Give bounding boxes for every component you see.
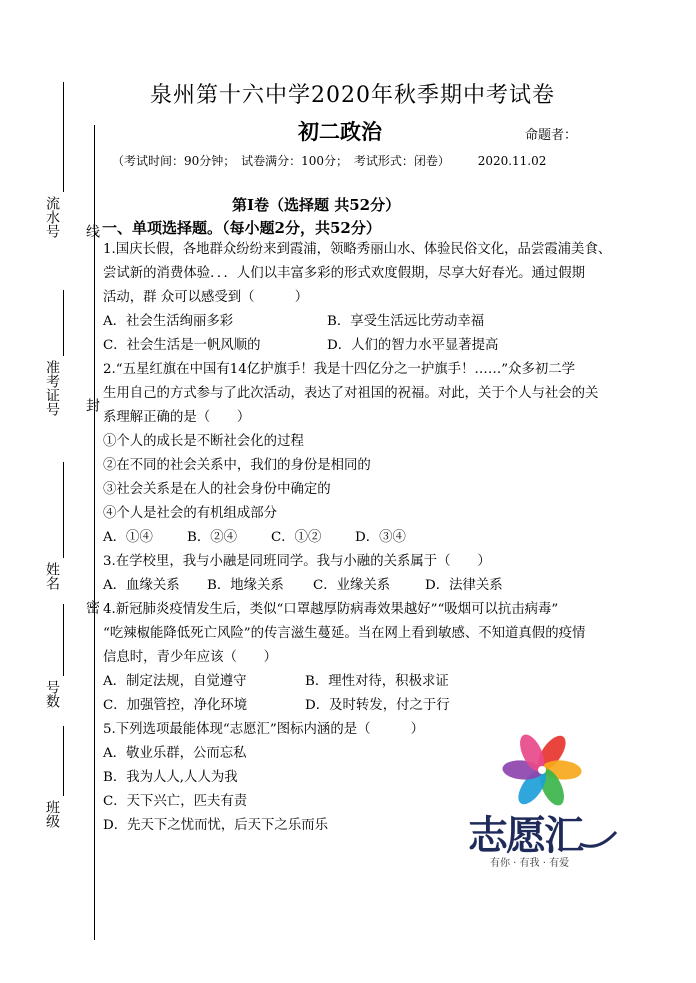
q3-option-a[interactable]: A．血缘关系 bbox=[103, 578, 180, 593]
q1-stem-line: 1.国庆长假，各地群众纷纷来到霞浦，领略秀丽山水、体验民俗文化，品尝霞浦美食、 bbox=[103, 242, 612, 257]
exam-time: （考试时间：90分钟； bbox=[112, 154, 236, 168]
logo-swoosh-icon bbox=[578, 830, 618, 850]
name-blank bbox=[63, 462, 64, 558]
full-score: 试卷满分：100分； bbox=[241, 154, 349, 168]
section-title: 第Ⅰ卷（选择题 共52分） bbox=[232, 196, 401, 214]
q2-stem-line: 生用自己的方式参与了此次活动，表达了对祖国的祝福。对此，关于个人与社会的关 bbox=[103, 386, 599, 401]
q4-option-a[interactable]: A．制定法规，自觉遵守 bbox=[103, 674, 247, 689]
q1-option-d[interactable]: D．人们的智力水平显著提高 bbox=[327, 338, 499, 353]
q2-option-c[interactable]: C．①② bbox=[271, 530, 322, 545]
part-title: 一、单项选择题。（每小题2分，共52分） bbox=[102, 219, 381, 237]
ticket-number-blank bbox=[63, 290, 64, 356]
q2-statement: ④个人是社会的有机组成部分 bbox=[103, 506, 278, 521]
q2-options-row bbox=[103, 526, 648, 550]
logo-text: 志愿汇 bbox=[468, 813, 582, 859]
q4-stem-line: 4.新冠肺炎疫情发生后，类似“口罩越厚防病毒效果越好”“吸烟可以抗击病毒” bbox=[103, 602, 559, 617]
q3-option-d[interactable]: D．法律关系 bbox=[425, 578, 503, 593]
q5-option-c[interactable]: C．天下兴亡，匹夫有责 bbox=[103, 794, 248, 809]
q5-option-d[interactable]: D．先天下之忧而忧，后天下之乐而乐 bbox=[103, 818, 328, 833]
exam-title: 泉州第十六中学2020年秋季期中考试卷 bbox=[150, 83, 555, 108]
pinwheel-center bbox=[538, 766, 546, 774]
q5-option-a[interactable]: A．敬业乐群，公而忘私 bbox=[103, 746, 247, 761]
seal-mark-xian: 线 bbox=[84, 224, 100, 238]
seal-mark-feng: 封 bbox=[84, 398, 100, 412]
serial-number-blank bbox=[63, 82, 64, 192]
seal-mark-mi: 密 bbox=[84, 600, 100, 614]
q2-statement: ②在不同的社会关系中，我们的身份是相同的 bbox=[103, 458, 371, 473]
name-label: 姓名 bbox=[44, 562, 60, 590]
q3-options-row bbox=[103, 574, 648, 598]
q1-stem-line: 活动，群 众可以感受到（ ） bbox=[103, 290, 309, 305]
q1-option-c[interactable]: C．社会生活是一帆风顺的 bbox=[103, 338, 261, 353]
serial-number-label: 流水号 bbox=[44, 196, 60, 238]
volunteer-logo bbox=[466, 730, 626, 870]
q4-options-row bbox=[103, 670, 648, 694]
q1-options-row bbox=[103, 334, 648, 358]
q4-option-b[interactable]: B．理性对待，积极求证 bbox=[305, 674, 449, 689]
exam-form: 考试形式：闭卷） bbox=[353, 154, 450, 168]
binding-margin bbox=[0, 0, 100, 983]
seat-number-label: 号数 bbox=[44, 680, 60, 708]
q2-stem-line: 2.“五星红旗在中国有14亿护旗手！我是十四亿分之一护旗手！……”众多初二学 bbox=[103, 362, 576, 377]
q4-option-c[interactable]: C．加强管控，净化环境 bbox=[103, 698, 248, 713]
q3-option-b[interactable]: B．地缘关系 bbox=[207, 578, 284, 593]
seat-number-blank bbox=[63, 604, 64, 676]
q4-stem-line: “吃辣椒能降低死亡风险”的传言滋生蔓延。当在网上看到敏感、不知道真假的疫情 bbox=[103, 626, 586, 641]
q2-option-b[interactable]: B．②④ bbox=[187, 530, 238, 545]
class-label: 班级 bbox=[44, 800, 60, 828]
q4-options-row bbox=[103, 694, 648, 718]
binding-line bbox=[94, 125, 95, 940]
author-label: 命题者： bbox=[525, 128, 578, 143]
q5-option-b[interactable]: B．我为人人,人人为我 bbox=[103, 770, 238, 785]
exam-subtitle: 初二政治 bbox=[298, 120, 382, 144]
pinwheel-icon bbox=[502, 730, 582, 810]
q1-option-a[interactable]: A．社会生活绚丽多彩 bbox=[103, 314, 234, 329]
exam-date: 2020.11.02 bbox=[477, 154, 547, 168]
ticket-number-label: 准考证号 bbox=[44, 360, 60, 416]
q2-option-a[interactable]: A．①④ bbox=[103, 530, 153, 545]
q1-options-row bbox=[103, 310, 648, 334]
q2-stem-line: 系理解正确的是（ ） bbox=[103, 410, 251, 425]
exam-info bbox=[112, 152, 548, 169]
q4-option-d[interactable]: D．及时转发，付之于行 bbox=[305, 698, 450, 713]
q2-statement: ③社会关系是在人的社会身份中确定的 bbox=[103, 482, 331, 497]
q5-stem-line: 5.下列选项最能体现“志愿汇”图标内涵的是（ ） bbox=[103, 722, 425, 737]
q1-stem-line: 尝试新的消费体验．．．人们以丰富多彩的形式欢度假期，尽享大好春光。通过假期 bbox=[103, 266, 586, 281]
q3-option-c[interactable]: C．业缘关系 bbox=[313, 578, 391, 593]
q2-statement: ①个人的成长是不断社会化的过程 bbox=[103, 434, 304, 449]
class-blank bbox=[63, 726, 64, 796]
logo-slogan: 有你 · 有我 · 有爱 bbox=[490, 858, 570, 869]
q4-stem-line: 信息时，青少年应该（ ） bbox=[103, 650, 278, 665]
q1-option-b[interactable]: B．享受生活远比劳动幸福 bbox=[327, 314, 485, 329]
q3-stem-line: 3.在学校里，我与小融是同班同学。我与小融的关系属于（ ） bbox=[103, 554, 491, 569]
q2-option-d[interactable]: D．③④ bbox=[355, 530, 406, 545]
